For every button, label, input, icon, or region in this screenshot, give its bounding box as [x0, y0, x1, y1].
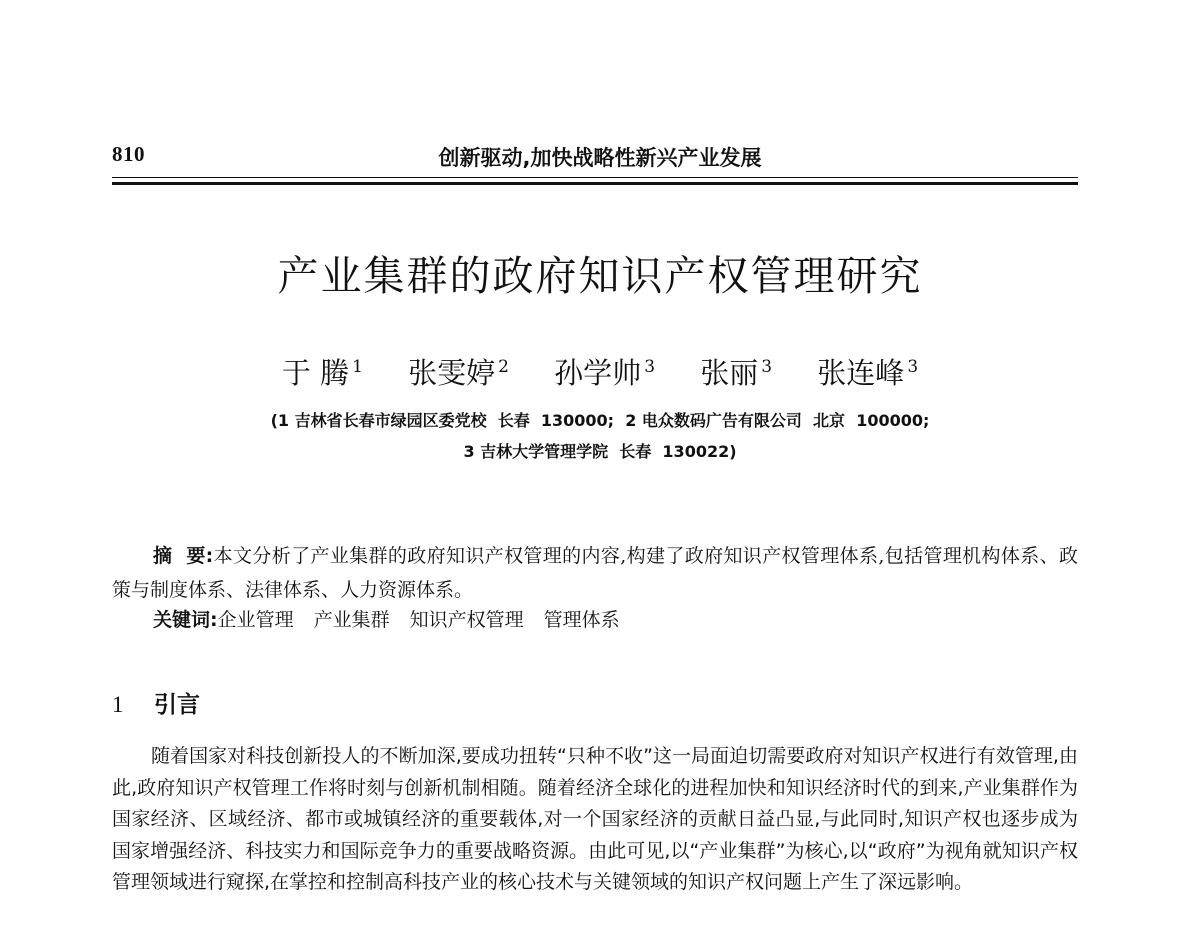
keyword: 管理体系	[543, 609, 620, 631]
section-heading	[112, 686, 200, 719]
page-number: 810	[112, 142, 145, 166]
affiliations-line-1: (1 吉林省长春市绿园区委党校 长春 130000; 2 电众数码广告有限公司 北京 100000;	[270, 411, 930, 430]
article-title: 产业集群的政府知识产权管理研究	[277, 252, 923, 300]
author-affiliation-mark: 3	[907, 357, 919, 378]
header-rule-thin	[112, 177, 1078, 178]
body-paragraph: 随着国家对科技创新投人的不断加深,要成功扭转“只种不收”这一局面迫切需要政府对知识产权进行有效管理,由此,政府知识产权管理工作将时刻与创新机制相随。随着经济全球化的进程加快和知识经济时代的到来,产业集群作为国家经济、区域经济、都市或城镇经济的重要载体,对一个国家经济的贡献日益凸显,与此同时,知识产权也逐步成为国家增强经济、科技实力和国际竞争力的重要战略资源。由此可见,以“产业集群”为核心,以“政府”为视角就知识产权管理领域进行窥探,在掌控和控制高科技产业的核心技术与关键领域的知识产权问题上产生了深远影响。	[112, 745, 1078, 894]
running-head: 创新驱动,加快战略性新兴产业发展	[438, 146, 762, 170]
author	[817, 351, 918, 392]
abstract	[112, 539, 1078, 607]
section-number: 1	[112, 692, 124, 717]
author-name: 张雯婷	[408, 356, 496, 390]
section-title: 引言	[154, 692, 200, 718]
author-name: 于 腾	[281, 356, 350, 390]
header-rule-thick	[112, 182, 1078, 185]
keyword: 企业管理	[217, 609, 294, 631]
abstract-label: 摘 要:	[153, 545, 214, 567]
author-name: 孙学帅	[554, 356, 642, 390]
author-name: 张连峰	[817, 356, 905, 390]
author	[700, 351, 772, 392]
author-affiliation-mark: 3	[761, 357, 773, 378]
keyword: 知识产权管理	[409, 609, 524, 631]
keywords	[153, 606, 640, 634]
author	[408, 351, 509, 392]
author-affiliation-mark: 1	[352, 357, 363, 378]
author-affiliation-mark: 2	[498, 357, 509, 378]
abstract-text: 本文分析了产业集群的政府知识产权管理的内容,构建了政府知识产权管理体系,包括管理机构体系、政策与制度体系、法律体系、人力资源体系。	[112, 545, 1078, 601]
keywords-label: 关键词:	[153, 609, 218, 631]
keyword: 产业集群	[313, 609, 390, 631]
author-affiliation-mark: 3	[644, 357, 656, 378]
author	[282, 351, 363, 392]
affiliations-line-2: 3 吉林大学管理学院 长春 130022)	[463, 442, 737, 461]
author-name: 张丽	[700, 356, 759, 390]
author-list	[0, 351, 1200, 392]
author	[554, 351, 655, 392]
